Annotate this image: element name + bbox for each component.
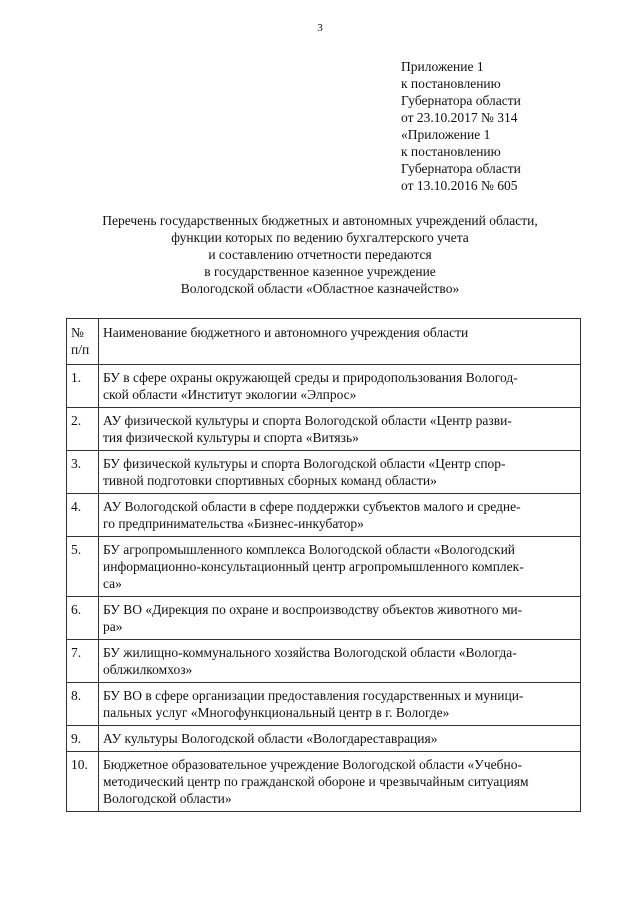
appendix-line: от 23.10.2017 № 314 [401, 110, 518, 125]
row-name-line: БУ жилищно-коммунального хозяйства Вологодской области «Вологда- [103, 645, 517, 660]
row-name-line: тивной подготовки спортивных сборных команд области» [103, 473, 437, 488]
row-name [99, 365, 581, 408]
header-number-cell [67, 319, 99, 365]
row-name [99, 683, 581, 726]
header-name-cell [99, 319, 581, 365]
table-row [67, 494, 581, 537]
row-name-line: БУ ВО в сфере организации предоставления государственных и муници- [103, 688, 524, 703]
row-name-line: БУ физической культуры и спорта Вологодской области «Центр спор- [103, 456, 506, 471]
row-number: 5. [67, 537, 99, 597]
row-number: 6. [67, 597, 99, 640]
row-number: 9. [67, 726, 99, 752]
appendix-line: «Приложение 1 [401, 127, 491, 142]
row-name-line: АУ Вологодской области в сфере поддержки субъектов малого и средне- [103, 499, 521, 514]
row-name [99, 408, 581, 451]
appendix-line: Губернатора области [401, 93, 521, 108]
row-name [99, 640, 581, 683]
title-line: функции которых по ведению бухгалтерского учета [171, 230, 469, 245]
row-number: 3. [67, 451, 99, 494]
row-name-line: са» [103, 576, 122, 591]
table-row [67, 640, 581, 683]
row-name-line: Бюджетное образовательное учреждение Вологодской области «Учебно- [103, 757, 522, 772]
row-name-line: пальных услуг «Многофункциональный центр в г. Вологде» [103, 705, 450, 720]
row-name-line: БУ ВО «Дирекция по охране и воспроизводству объектов животного ми- [103, 602, 523, 617]
title-line: в государственное казенное учреждение [204, 264, 436, 279]
header-number-line: № [71, 325, 84, 340]
row-name-line: БУ агропромышленного комплекса Вологодской области «Вологодский [103, 542, 516, 557]
appendix-line: от 13.10.2016 № 605 [401, 178, 518, 193]
appendix-line: Губернатора области [401, 161, 521, 176]
row-number: 2. [67, 408, 99, 451]
row-name-line: БУ в сфере охраны окружающей среды и природопользования Вологод- [103, 370, 518, 385]
table-row [67, 365, 581, 408]
header-name-text: Наименование бюджетного и автономного учреждения области [103, 325, 469, 340]
institutions-table [66, 318, 581, 812]
row-number: 7. [67, 640, 99, 683]
appendix-line: Приложение 1 [401, 59, 484, 74]
title-line: Вологодской области «Областное казначейство» [180, 281, 460, 296]
table-row [67, 726, 581, 752]
table-row [67, 597, 581, 640]
row-name [99, 537, 581, 597]
page-number: 3 [317, 22, 323, 34]
appendix-reference [401, 58, 521, 194]
appendix-line: к постановлению [401, 76, 501, 91]
row-name [99, 752, 581, 812]
row-name-line: тия физической культуры и спорта «Витязь» [103, 430, 359, 445]
table-row [67, 408, 581, 451]
row-number: 8. [67, 683, 99, 726]
row-name [99, 451, 581, 494]
table-row [67, 683, 581, 726]
table-row [67, 537, 581, 597]
row-name-line: информационно-консультационный центр агропромышленного комплек- [103, 559, 524, 574]
row-name-line: го предпринимательства «Бизнес-инкубатор» [103, 516, 364, 531]
table-row [67, 752, 581, 812]
row-number: 10. [67, 752, 99, 812]
row-name-line: Вологодской области» [103, 791, 232, 806]
row-name-line: ра» [103, 619, 123, 634]
appendix-line: к постановлению [401, 144, 501, 159]
title-line: и составлению отчетности передаются [208, 247, 432, 262]
header-number-line: п/п [71, 342, 90, 357]
row-name-line: АУ физической культуры и спорта Вологодской области «Центр разви- [103, 413, 512, 428]
document-title [0, 212, 640, 297]
row-name [99, 494, 581, 537]
table-row [67, 451, 581, 494]
row-name [99, 726, 581, 752]
title-line: Перечень государственных бюджетных и автономных учреждений области, [102, 213, 538, 228]
row-name-line: ской области «Институт экологии «Элпрос» [103, 387, 357, 402]
row-number: 1. [67, 365, 99, 408]
table-header-row [67, 319, 581, 365]
row-name-line: методический центр по гражданской обороне и чрезвычайным ситуациям [103, 774, 529, 789]
row-name [99, 597, 581, 640]
row-number: 4. [67, 494, 99, 537]
row-name-line: АУ культуры Вологодской области «Вологдареставрация» [103, 731, 438, 746]
row-name-line: облжилкомхоз» [103, 662, 193, 677]
